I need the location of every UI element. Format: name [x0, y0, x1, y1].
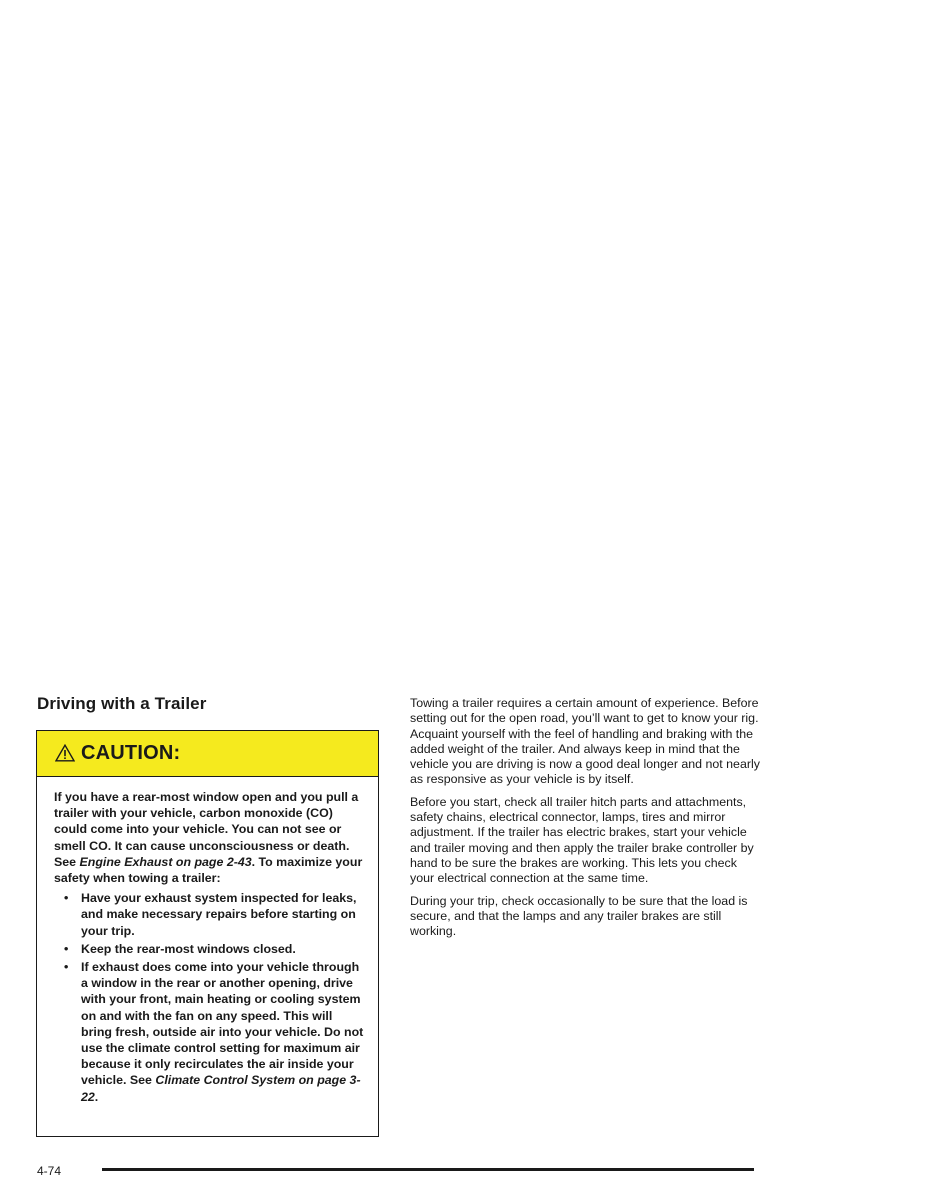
footer-rule: [102, 1168, 754, 1171]
caution-title: CAUTION:: [81, 742, 181, 764]
body-paragraph: Towing a trailer requires a certain amount of experience. Before setting out for the open road, you’ll want to get to know your rig. Acquaint yourself with the feel of handling and braking with the added weight of the trailer. And always keep in mind that the vehicle you are driving is now a good deal longer and not nearly as responsive as your vehicle is by itself.: [410, 696, 760, 787]
list-item: • If exhaust does come into your vehicle through a window in the rear or another opening, drive with your front, main heating or cooling system on and with the fan on any speed. This will bring fresh, outside air into your vehicle. Do not use the climate control setting for maximum air because it only recirculates the air inside your vehicle. See Climate Control System on page 3-22.: [64, 960, 364, 1104]
body-text-column: [410, 696, 762, 946]
warning-triangle-icon: [55, 744, 75, 762]
caution-bullet-list: [54, 890, 364, 1105]
bullet-icon: •: [64, 891, 69, 906]
caution-body: [37, 777, 378, 1105]
cross-reference-link[interactable]: Engine Exhaust on page 2-43: [79, 854, 252, 869]
cross-reference-link[interactable]: Climate Control System on page 3-22: [81, 1073, 361, 1104]
list-item: • Keep the rear-most windows closed.: [64, 941, 296, 956]
bullet-icon: •: [64, 960, 69, 975]
caution-header: [37, 731, 378, 777]
body-paragraph: During your trip, check occasionally to be sure that the load is secure, and that the lamps and any trailer brakes are still working.: [410, 893, 748, 939]
list-item: • Have your exhaust system inspected for leaks, and make necessary repairs before starting on your trip.: [64, 891, 357, 938]
caution-box: [36, 730, 379, 1137]
caution-intro: If you have a rear-most window open and you pull a trailer with your vehicle, carbon monoxide (CO) could come into your vehicle. You can not see or smell CO. It can cause unconsciousness or death. See Engine Exhaust on page 2-43. To maximize your safety when towing a trailer:: [54, 790, 363, 886]
body-paragraph: Before you start, check all trailer hitch parts and attachments, safety chains, electrical connector, lamps, tires and mirror adjustment. If the trailer has electric brakes, start your vehicle and trailer moving and then apply the trailer brake controller by hand to be sure the brakes are working. This lets you check your electrical connection at the same time.: [410, 794, 754, 886]
page-number: 4-74: [37, 1164, 62, 1178]
bullet-icon: •: [64, 941, 69, 956]
section-heading: Driving with a Trailer: [37, 694, 207, 713]
